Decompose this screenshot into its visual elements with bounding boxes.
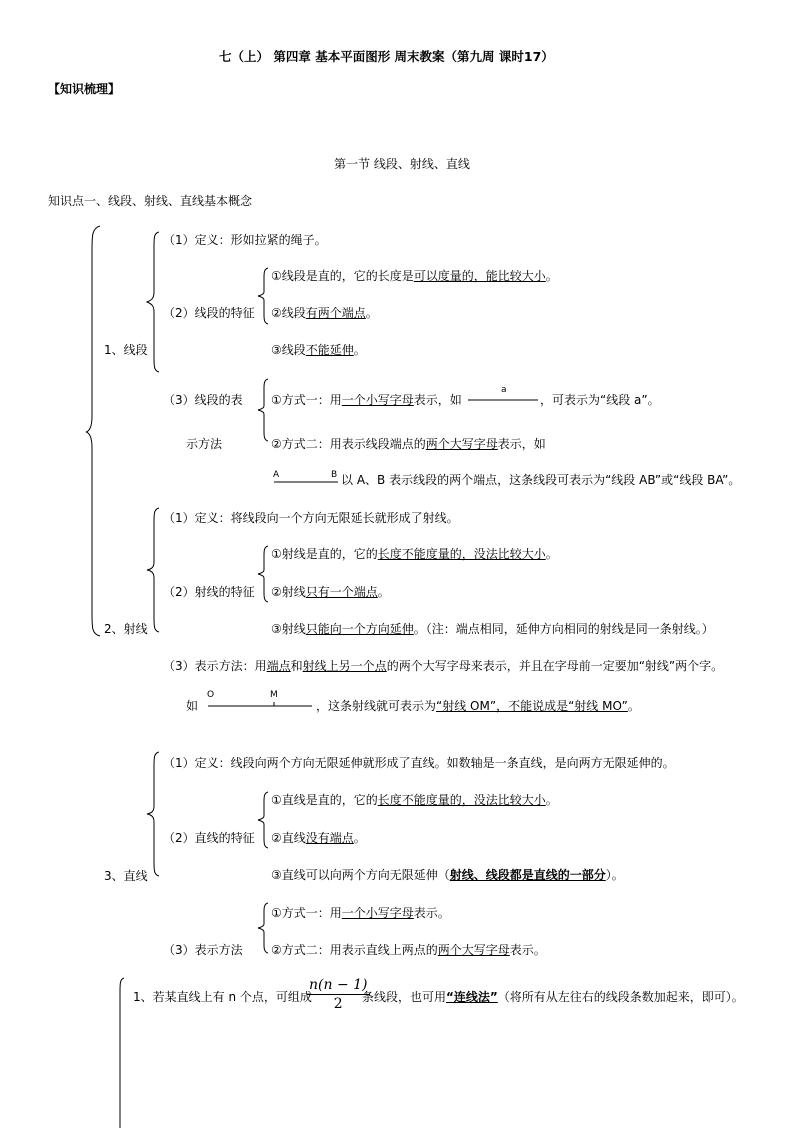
segment-ab-line [273, 470, 339, 486]
line-feature-1: ①直线是直的，它的长度不能度量的，没法比较大小。 [271, 793, 558, 807]
point-b-label: B [331, 470, 338, 480]
segment-rep-2: ②方式二：用表示线段端点的两个大写字母表示，如 [271, 437, 546, 451]
ray-feature-2: ②射线只有一个端点。 [271, 585, 390, 599]
ray-representation: （3）表示方法：用端点和射线上另一个点的两个大写字母来表示，并且在字母前一定要加“射线”两个字。 [163, 659, 724, 673]
segment-ab-figure [273, 470, 339, 490]
segment-rep-label-1: （3）线段的表 [163, 393, 243, 407]
ray-feature-1: ①射线是直的，它的长度不能度量的，没法比较大小。 [271, 547, 558, 561]
ray-example: ，这条射线就可表示为“射线 OM”，不能说成是“射线 MO”。 [316, 699, 640, 713]
segment-rep-1: ①方式一：用一个小写字母表示，如 [271, 393, 462, 407]
segment-rep-2-desc: 以 A、B 表示线段的两个端点，这条线段可表示为“线段 AB”或“线段 BA”。 [341, 473, 741, 487]
page-title: 七（上） 第四章 基本平面图形 周末教案（第九周 课时17） [219, 49, 554, 64]
ray-label: 2、射线 [104, 622, 148, 636]
segment-label: 1、线段 [104, 343, 148, 357]
segment-rep-brace [258, 379, 270, 441]
point-o-label: O [207, 690, 215, 700]
ray-feature-3: ③射线只能向一个方向延伸。（注：端点相同，延伸方向相同的射线是同一条射线。） [271, 622, 714, 636]
line-rep-label: （3）表示方法 [163, 943, 243, 957]
count-text-1: 1、若某直线上有 n 个点，可组成 [133, 990, 312, 1004]
count-fraction [307, 976, 370, 1013]
line-feature-2: ②直线没有端点。 [271, 831, 366, 845]
ray-definition: （1）定义：将线段向一个方向无限延长就形成了射线。 [163, 511, 459, 525]
segment-feature-3: ③线段不能延伸。 [271, 343, 366, 357]
point1-title: 知识点一、线段、射线、直线基本概念 [48, 194, 253, 208]
point-a-label: A [273, 470, 280, 480]
line-feature-brace [258, 792, 270, 848]
fraction-numerator: n(n − 1) [309, 977, 368, 993]
outer-brace [86, 226, 106, 636]
line-rep-1: ①方式一：用一个小写字母表示。 [271, 906, 450, 920]
section-title: 第一节 线段、射线、直线 [334, 157, 470, 171]
segment-feature-1: ①线段是直的，它的长度是可以度量的，能比较大小。 [271, 269, 558, 283]
line-feature-label: （2）直线的特征 [163, 831, 255, 845]
count-brace [116, 978, 126, 1128]
point-m-label: M [270, 690, 278, 700]
line-feature-3: ③直线可以向两个方向无限延伸（射线、线段都是直线的一部分）。 [271, 868, 624, 882]
line-definition: （1）定义：线段向两个方向无限延伸就形成了直线。如数轴是一条直线，是向两方无限延伸的。 [163, 756, 675, 770]
segment-a-letter: a [501, 385, 507, 395]
count-text-2: 条线段，也可用“连线法”（将所有从左往右的线段条数加起来，即可）。 [362, 990, 744, 1004]
fraction-denominator: 2 [333, 996, 343, 1012]
knowledge-header: 【知识梳理】 [48, 82, 121, 96]
line-rep-2: ②方式二：用表示直线上两点的两个大写字母表示。 [271, 943, 546, 957]
segment-feature-2: ②线段有两个端点。 [271, 306, 378, 320]
segment-feature-label: （2）线段的特征 [163, 306, 255, 320]
line-rep-brace [258, 903, 270, 953]
ray-example-prefix: 如 [186, 699, 199, 713]
ray-om-figure [206, 690, 314, 714]
ray-feature-brace [258, 546, 270, 602]
ray-brace [147, 508, 161, 632]
segment-feature-brace [258, 268, 270, 324]
segment-rep-label-2: 示方法 [186, 437, 223, 451]
ray-feature-label: （2）射线的特征 [163, 585, 255, 599]
segment-definition: （1）定义：形如拉紧的绳子。 [163, 233, 327, 247]
segment-rep-1-tail: ，可表示为“线段 a”。 [540, 393, 660, 407]
line-brace [147, 752, 161, 876]
segment-a-figure [467, 386, 539, 410]
ray-om-line [206, 690, 314, 710]
segment-brace [147, 232, 161, 372]
line-label: 3、直线 [104, 869, 148, 883]
